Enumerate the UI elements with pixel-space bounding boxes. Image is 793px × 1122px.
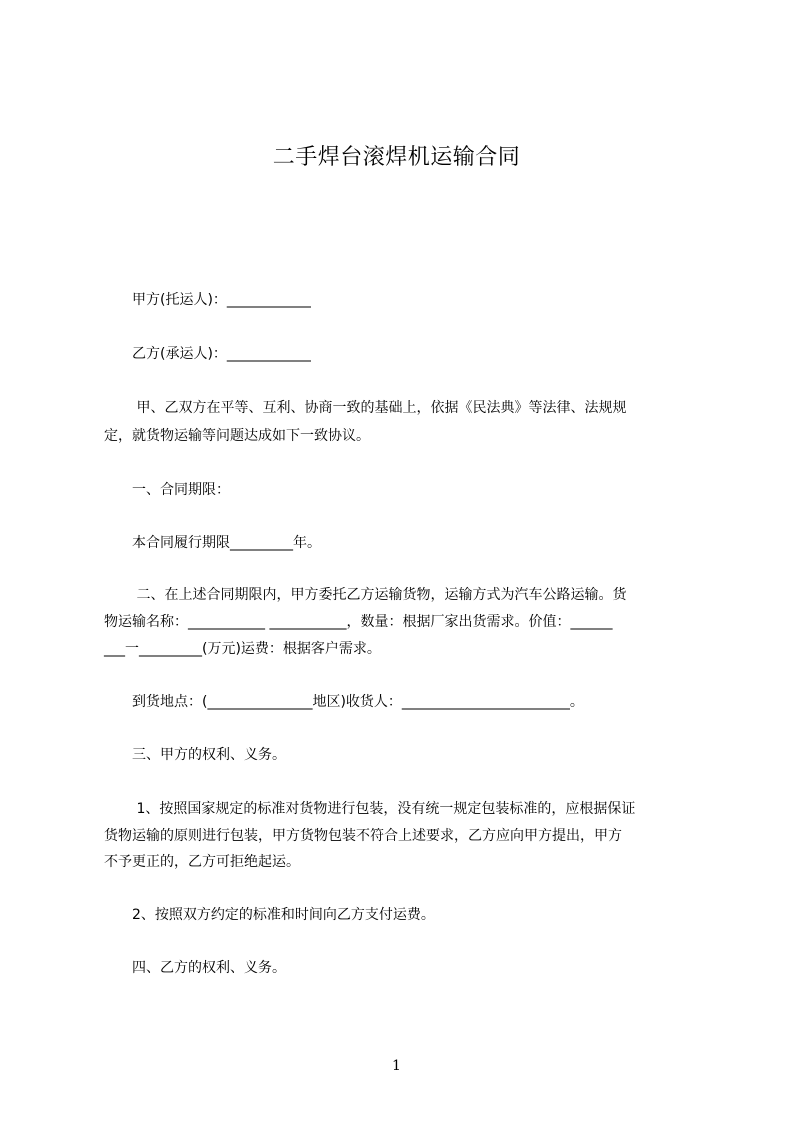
section-2-line-1: 二、在上述合同期限内，甲方委托乙方运输货物，运输方式为汽车公路运输。货 (104, 587, 627, 603)
section-1-heading: 一、合同期限： (104, 482, 230, 498)
section-3-item-1-line-1: 1、按照国家规定的标准对货物进行包装，没有统一规定包装标准的，应根据保证 (104, 801, 636, 817)
delivery-line: 到货地点：(_______________地区)收货人：________________________。 (104, 694, 584, 710)
preamble-line-1: 甲、乙双方在平等、互利、协商一致的基础上，依据《民法典》等法律、法规规 (104, 400, 627, 416)
section-4-heading: 四、乙方的权利、义务。 (104, 960, 286, 976)
document-title: 二手焊台滚焊机运输合同 (272, 145, 521, 170)
party-b-line: 乙方(承运人)：____________ (104, 346, 311, 362)
section-2-line-2: 物运输名称：___________ ___________，数量：根据厂家出货需求。价值：______ (104, 614, 613, 630)
section-3-item-2: 2、按照双方约定的标准和时间向乙方支付运费。 (104, 907, 435, 923)
section-3-item-1-line-2: 货物运输的原则进行包装，甲方货物包装不符合上述要求，乙方应向甲方提出，甲方 (104, 828, 622, 844)
section-3-heading: 三、甲方的权利、义务。 (104, 747, 286, 763)
section-3-item-1-line-3: 不予更正的，乙方可拒绝起运。 (104, 854, 300, 870)
contract-term-line: 本合同履行期限_________年。 (104, 535, 321, 551)
preamble-line-2: 定，就货物运输等问题达成如下一致协议。 (104, 428, 370, 444)
page-number: 1 (392, 1058, 401, 1074)
party-a-line: 甲方(托运人)：____________ (104, 292, 311, 308)
section-2-line-3: ___一_________(万元)运费：根据客户需求。 (104, 641, 381, 657)
